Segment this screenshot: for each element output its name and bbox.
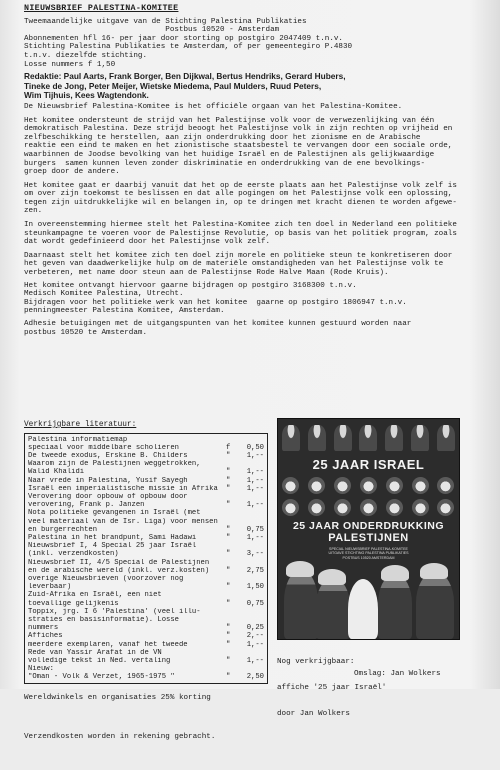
literature-currency-mark: " [226,452,231,460]
literature-item-title: meerdere exemplaren, vanaf het tweede [28,640,188,649]
literature-currency-mark: " [226,484,231,493]
literature-item-price [236,460,264,468]
paragraph-bijdragen [24,282,486,316]
literature-item-price: 0,50 [246,443,264,452]
literature-item-title: overige Nieuwsbrieven (voorzover nog [28,575,184,584]
paragraph-line: penningmeester Palestina Komitee, Amsterdam. [24,307,225,316]
paragraph-kampagne [24,221,486,247]
poster-icon-row [278,477,459,494]
literature-item-price: 2,50 [246,673,264,682]
literature-currency-mark: " [226,534,231,543]
intro-line: Losse nummers f 1,50 [24,60,116,69]
literature-currency-mark: " [226,583,231,592]
intro-line: t.n.v. diezelfde stichting. [24,51,148,60]
literature-item-price [236,559,264,567]
paragraph-line: waarbinnen de Joodse bevolking van het huidige Israël en de Palestijnen als gelijkwaardige [24,150,435,159]
literature-item-price: 1,50 [246,583,264,592]
literature-item-title: Rede van Yassir Arafat in de VN [28,648,162,657]
literature-item-title: straties en basisinformatie). Losse [28,616,179,625]
literature-currency-mark: " [226,476,231,485]
literature-currency-mark: " [226,624,231,633]
redaktie-names: Wim Tijhuis, Kees Wagtendonk. [24,90,149,101]
literature-item-price: 1,-- [246,452,264,460]
literature-item-price: 1,-- [246,476,264,485]
literature-row [28,600,264,608]
paragraph-line: het geven van daadwerkelijke hulp om de materiële omstandigheden van het Palestijnse volk te [24,260,444,269]
literature-row [28,624,264,632]
paragraph-line: demokratisch Palestina. Deze strijd beoogt het Palestijnse volk in zijn rechten op vrijheid en [24,125,453,134]
literature-row [28,444,264,452]
caption-line: affiche '25 jaar Israël' [277,683,387,692]
paragraph-line: Het komitee ondersteunt de strijd van het Palestijnse volk voor de verwezenlijking van één [24,116,435,125]
literature-row [28,460,264,468]
paragraph-toekomst [24,182,486,216]
poster-title-onderdrukking: 25 JAAR ONDERDRUKKING [292,520,445,532]
literature-item-title: en burgerrechten [28,525,98,534]
literature-currency-mark [226,542,236,550]
literature-item-price [236,436,264,444]
literature-item-title: "Oman - Volk & Verzet, 1965-1975 " [28,673,175,682]
literature-row [28,608,264,616]
literature-item-price: 1,-- [246,657,264,666]
discount-note: Wereldwinkels en organisaties 25% korting [24,694,211,702]
literature-item-price [236,575,264,583]
literature-item-title: Israël een imperialistische missie in Afrika [28,484,218,493]
cover-credit: Omslag: Jan Wolkers [354,670,441,678]
page-title: NIEUWSBRIEF PALESTINA-KOMITEE [24,3,179,13]
literature-item-title: De tweede exodus, Erskine B. Childers [28,452,188,460]
literature-item-price [236,493,264,501]
literature-currency-mark [226,518,236,526]
literature-item-price [236,649,264,657]
literature-item-price [236,509,264,517]
literature-row [28,559,264,567]
paragraph-line: groep door de andere. [24,168,120,177]
paragraph-line: In overeenstemming hiermee stelt het Palestina-Komitee zich ten doel in Nederland een politieke [24,221,457,230]
literature-row [28,436,264,444]
literature-row [28,493,264,501]
paragraph-line: Bijdragen voor het politieke werk van het komitee gaarne op postgiro 1806947 t.n.v. [24,298,407,307]
literature-item-title: veel materiaal van de Isr. Liga) voor mensen [28,517,218,526]
literature-row [28,477,264,485]
literature-row [28,526,264,534]
literature-row [28,657,264,665]
paragraph-line: tegen zijn uitdrukkelijke wil en belangen in, op te dringen met kracht dienen te worden afgewe- [24,198,457,207]
paragraph-line: Adhesie betuigingen met de uitgangspunten van het komitee kunnen gestuurd worden naar [24,320,412,328]
literature-currency-mark: " [226,566,231,575]
literature-row [28,509,264,517]
literature-item-price: 1,-- [246,640,264,649]
paragraph-line: dat wordt gedefinieerd door het Palestijnse volk zelf. [24,238,271,247]
literature-row [28,649,264,657]
bottom-section [24,421,486,741]
redaktie-names: Tineke de Jong, Peter Meijer, Wietske Miedema, Paul Mulders, Ruud Peters, [24,80,322,91]
literature-currency-mark [226,436,236,444]
literature-item-title: Nota politieke gevangenen in Israël (met [28,509,201,518]
literature-item-title: leverbaar) [28,583,72,592]
literature-row [28,534,264,542]
literature-currency-mark [226,509,236,517]
literature-item-price: 2,75 [246,566,264,575]
literature-currency-mark: " [226,550,231,559]
literature-item-price: 1,-- [246,501,264,510]
caption-line: Nog verkrijgbaar: [277,658,355,667]
literature-item-title: en de arabische wereld (inkl. verz.kosten) [28,566,210,575]
paragraph-adhesie [24,320,486,337]
literature-item-title: Nieuw: [28,665,54,674]
literature-currency-mark [226,575,236,583]
literature-currency-mark: " [226,673,231,682]
literature-item-price [236,616,264,624]
literature-row [28,550,264,558]
literature-item-price: 3,-- [246,550,264,559]
literature-currency-mark: " [226,468,231,477]
literature-price-list [24,433,268,684]
literature-row [28,542,264,550]
poster-caption [277,641,386,736]
literature-item-title: nummers [28,624,59,633]
poster-icon-row [278,499,459,516]
paragraph-line: reaktie een eind te maken en het zionistische staatsbestel te vervangen door een sociale orde, [24,142,453,151]
literature-item-title: verovering, Frank p. Janzen [28,501,145,510]
poster-icon-row [278,425,459,451]
literature-item-price [236,665,264,673]
literature-row [28,485,264,493]
literature-currency-mark [226,616,236,624]
literature-currency-mark: " [226,501,231,510]
literature-item-title: Waarom zijn de Palestijnen weggetrokken, [28,460,201,469]
literature-item-title: speciaal voor middelbare scholieren [28,443,179,452]
literature-item-price [236,608,264,616]
redaktie-names: Paul Aarts, Frank Borger, Ben Dijkwal, Bertus Hendriks, Gerard Hubers, [61,71,346,82]
literature-currency-mark: f [226,443,231,452]
literature-title: Verkrijgbare literatuur: [24,421,137,429]
literature-item-title: Palestina informatiemap [28,435,128,444]
paragraph-line: zen. [24,207,43,216]
literature-currency-mark [226,665,236,673]
literature-item-price [236,518,264,526]
literature-currency-mark [226,649,236,657]
poster-image [277,418,460,640]
literature-item-title: Palestina in het brandpunt, Sami Hadawi [28,534,197,543]
literature-currency-mark [226,493,236,501]
literature-currency-mark: " [226,640,231,649]
literature-item-price: 0,75 [246,599,264,608]
literature-item-title: toevallige gelijkenis [28,599,119,608]
intro-line: Abonnementen hfl 16- per jaar door storting op postgiro 2047409 t.n.v. [24,34,343,43]
literature-footer [24,666,215,770]
literature-item-price: 1,-- [246,468,264,477]
literature-row [28,632,264,640]
literature-item-price [236,542,264,550]
literature-item-title: Affiches [28,632,63,641]
intro-line: Tweemaandelijke uitgave van de Stichting Palestina Publikaties [24,17,307,26]
paragraph-line: Daarnaast stelt het komitee zich ten doel zijn morele en politieke steun te konkretiseren door [24,251,453,260]
paragraph-line: verbeteren, met name door steun aan de Palestijnse Rode Halve Maan (Rode Kruis). [24,269,389,278]
literature-currency-mark [226,559,236,567]
intro-block [24,18,486,70]
paragraph: De Nieuwsbrief Palestina-Komitee is het officiële orgaan van het Palestina-Komitee. [24,102,403,111]
literature-currency-mark [226,591,236,599]
literature-row [28,616,264,624]
paragraph-line: steunkampagne te voeren voor de Palestijnse Revolutie, op basis van het politiek program, zoals [24,229,457,238]
literature-currency-mark: " [226,599,231,608]
literature-item-price: 2,-- [246,632,264,641]
intro-line: Stichting Palestina Publikaties te Amsterdam, of per gemeentegiro P.4830 [24,43,353,52]
literature-item-price: 0,75 [246,525,264,534]
literature-currency-mark [226,608,236,616]
paragraph-line: Het komitee ontvangt hiervoor gaarne bijdragen op postgiro 3168300 t.n.v. [24,281,357,290]
literature-row [28,641,264,649]
literature-item-title: Verovering door opbouw of opbouw door [28,493,188,502]
poster-small-print: SPECIAL NIEUWSBRIEF PALESTINA-KOMITEE UITGAVE STICHTING PALESTINA PUBLIKATIES POSTBUS 10520 AMSTERDAM [328,547,409,560]
literature-item-title: volledige tekst in Ned. vertaling [28,657,171,666]
literature-currency-mark: " [226,525,231,534]
literature-item-price: 0,25 [246,624,264,633]
paragraph-hulp [24,252,486,278]
literature-item-price: 1,-- [246,484,264,493]
poster-title-palestijnen: PALESTIJNEN [328,532,409,544]
redaktie-block [24,72,486,101]
literature-row [28,452,264,460]
literature-row [28,591,264,599]
literature-item-title: Naar vrede in Palestina, Yusif Sayegh [28,476,188,485]
literature-item-title: (inkl. verzendkosten) [28,550,119,559]
paragraph-line: postbus 10520 te Amsterdam. [24,328,148,337]
literature-row [28,567,264,575]
redaktie-label: Redaktie: [24,71,62,82]
literature-row [28,501,264,509]
literature-section [24,421,276,684]
paragraph-line: om over zijn toekomst te beslissen en dat alle pogingen om het Palestijnse volk een oplossing, [24,190,453,199]
literature-row [28,583,264,591]
literature-item-title: Toppix, jrg. I 6 'Palestina' (veel illu- [28,607,201,616]
literature-item-title: Nieuwsbrief II, 4/5 Special de Palestijnen [28,558,210,567]
caption-line: door Jan Wolkers [277,709,350,718]
paragraph-strijd [24,117,486,177]
paragraph-line: zelfbeschikking te herstellen, aan zijn onderdrukking door het zionisme en de Arabische [24,133,421,142]
intro-line: Postbus 10520 - Amsterdam [24,26,280,35]
literature-item-title: Nieuwsbrief I, 4 Special 25 jaar Israël [28,542,197,551]
literature-item-price: 1,-- [246,534,264,543]
literature-row [28,575,264,583]
literature-row [28,518,264,526]
literature-item-title: Walid Khalidi [28,468,85,477]
paragraph-line: Het komitee gaat er daarbij vanuit dat het op de eerste plaats aan het Palestijnse volk zelf is [24,181,457,190]
paragraph-line: burgers samen kunnen leven zonder diskriminatie en onderdrukking van de ene bevolkings- [24,159,426,168]
literature-item-price [236,591,264,599]
literature-currency-mark: " [226,657,231,666]
literature-currency-mark [226,460,236,468]
literature-row [28,468,264,476]
poster-title-israel: 25 JAAR ISRAEL [312,457,425,472]
literature-item-title: Zuid-Afrika en Israël, een niet [28,591,162,600]
paragraph-line: Medisch Komitee Palestina, Utrecht. [24,290,184,299]
shipping-note: Verzendkosten worden in rekening gebracht. [24,733,216,741]
literature-currency-mark: " [226,632,231,641]
